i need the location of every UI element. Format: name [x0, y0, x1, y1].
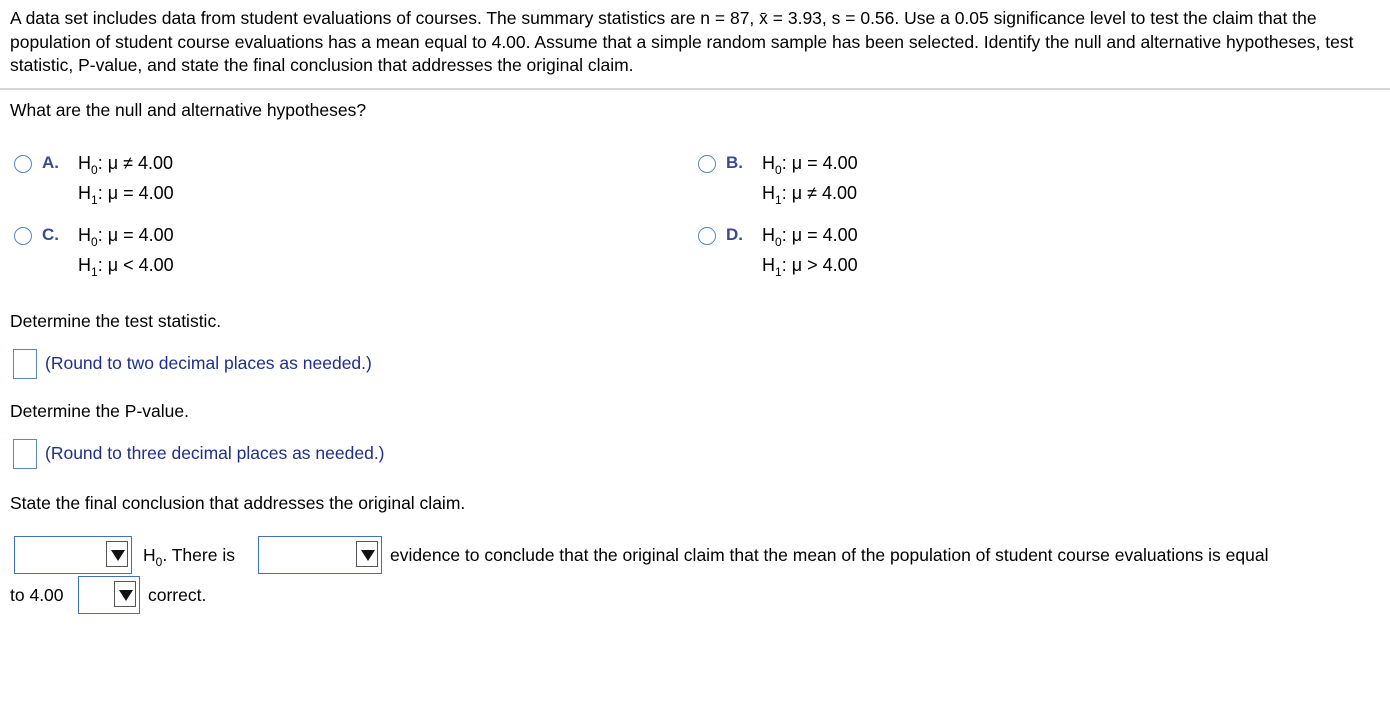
test-statistic-hint: (Round to two decimal places as needed.)	[45, 353, 372, 373]
p-value-question: Determine the P-value.	[10, 401, 189, 421]
option-d-radio[interactable]	[698, 227, 716, 245]
option-d-label: D.	[726, 225, 743, 244]
option-a-h1: $H_1$: μ = 4.00	[78, 183, 174, 207]
option-b-h0: $H_0$: μ = 4.00	[762, 153, 858, 177]
option-d-h1: $H_1$: μ > 4.00	[762, 255, 858, 279]
option-a-h0: $H_0$: μ ≠ 4.00	[78, 153, 173, 177]
conclusion-text-line1: evidence to conclude that the original claim that the mean of the population of student course evaluations is equal	[390, 545, 1269, 565]
conclusion-text-line2-end: correct.	[148, 585, 207, 605]
option-c-label: C.	[42, 225, 59, 244]
option-b-h1: $H_1$: μ ≠ 4.00	[762, 183, 857, 207]
test-statistic-question: Determine the test statistic.	[10, 311, 222, 331]
problem-statement: A data set includes data from student evaluations of courses. The summary statistics are n = 87, x̄ = 3.93, s = 0.56. Use a 0.05 significance level to test the claim that the population of student course evaluations has a mean equal to 4.00. Assume that a simple random sample has been selected. Identify the null and alternative hypotheses, test statistic, P-value, and state the final conclusion that addresses the original claim.	[10, 8, 1354, 75]
option-b[interactable]	[698, 153, 998, 213]
option-a-radio[interactable]	[14, 155, 32, 173]
reject-decision-dropdown[interactable]	[14, 536, 132, 574]
option-c-h1: $H_1$: μ < 4.00	[78, 255, 174, 279]
option-d[interactable]	[698, 225, 998, 285]
claim-status-dropdown[interactable]	[78, 576, 140, 614]
conclusion-question: State the final conclusion that addresses the original claim.	[10, 493, 466, 513]
dropdown-arrow-icon[interactable]	[106, 541, 128, 567]
option-b-radio[interactable]	[698, 155, 716, 173]
test-statistic-input[interactable]	[13, 349, 37, 379]
option-c-radio[interactable]	[14, 227, 32, 245]
option-d-h0: $H_0$: μ = 4.00	[762, 225, 858, 249]
hypotheses-question: What are the null and alternative hypotheses?	[10, 100, 367, 120]
option-b-label: B.	[726, 153, 743, 172]
section-divider	[0, 88, 1390, 90]
dropdown-arrow-icon[interactable]	[356, 541, 378, 567]
option-a-label: A.	[42, 153, 59, 172]
conclusion-text-line2-start: to 4.00	[10, 585, 64, 605]
option-c-h0: $H_0$: μ = 4.00	[78, 225, 174, 249]
option-a[interactable]	[14, 153, 314, 213]
dropdown-arrow-icon[interactable]	[114, 581, 136, 607]
h0-conclusion-text: $H_0$. There is	[143, 545, 235, 569]
p-value-hint: (Round to three decimal places as needed.)	[45, 443, 385, 463]
evidence-level-dropdown[interactable]	[258, 536, 382, 574]
p-value-input[interactable]	[13, 439, 37, 469]
option-c[interactable]	[14, 225, 314, 285]
